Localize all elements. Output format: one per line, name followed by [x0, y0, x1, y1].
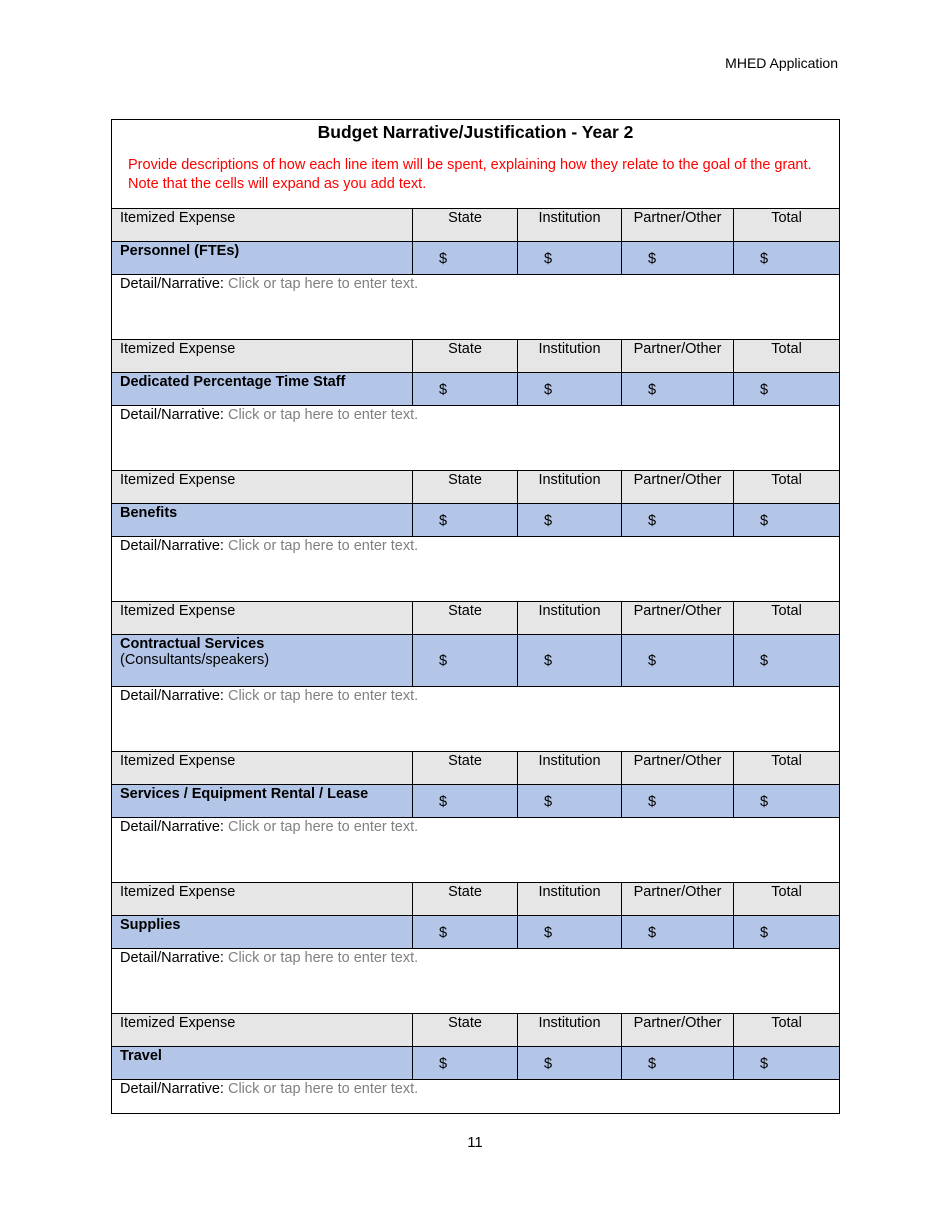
form-title: Budget Narrative/Justification - Year 2 [317, 122, 634, 142]
total-amount-field[interactable]: $ [734, 785, 840, 818]
institution-amount-field[interactable]: $ [518, 916, 622, 949]
detail-narrative-row [112, 406, 840, 471]
detail-narrative-row [112, 818, 840, 883]
institution-amount-field[interactable]: $ [518, 504, 622, 537]
total-amount-field[interactable]: $ [734, 242, 840, 275]
column-header-institution: Institution [518, 209, 622, 242]
total-amount-field[interactable]: $ [734, 916, 840, 949]
column-header-row [112, 1014, 840, 1047]
column-header-row [112, 471, 840, 504]
column-header-partner-other: Partner/Other [622, 602, 734, 635]
total-amount-field[interactable]: $ [734, 504, 840, 537]
column-header-state: State [413, 471, 518, 504]
institution-amount-field[interactable]: $ [518, 635, 622, 687]
expense-item-row [112, 242, 840, 275]
partner-other-amount-field[interactable]: $ [622, 916, 734, 949]
column-header-itemized-expense: Itemized Expense [112, 471, 413, 504]
column-header-state: State [413, 602, 518, 635]
detail-narrative-placeholder[interactable]: Click or tap here to enter text. [227, 1081, 419, 1097]
detail-narrative-placeholder[interactable]: Click or tap here to enter text. [227, 688, 419, 704]
partner-other-amount-field[interactable]: $ [622, 635, 734, 687]
partner-other-amount-field[interactable]: $ [622, 785, 734, 818]
column-header-partner-other: Partner/Other [622, 883, 734, 916]
expense-item-label: Services / Equipment Rental / Lease [120, 786, 369, 802]
budget-table [111, 119, 840, 1114]
institution-amount-field[interactable]: $ [518, 785, 622, 818]
expense-item-label: Travel [120, 1048, 162, 1064]
column-header-row [112, 340, 840, 373]
expense-item-label-cell [112, 916, 413, 949]
column-header-institution: Institution [518, 471, 622, 504]
expense-item-label: Benefits [120, 505, 178, 521]
column-header-itemized-expense: Itemized Expense [112, 340, 413, 373]
state-amount-field[interactable]: $ [413, 242, 518, 275]
column-header-total: Total [734, 340, 840, 373]
detail-narrative-field[interactable] [112, 406, 840, 471]
budget-table-body [112, 120, 840, 1114]
state-amount-field[interactable]: $ [413, 785, 518, 818]
expense-item-row [112, 785, 840, 818]
expense-item-row [112, 1047, 840, 1080]
state-amount-field[interactable]: $ [413, 373, 518, 406]
detail-narrative-field[interactable] [112, 687, 840, 752]
detail-narrative-label: Detail/Narrative: [120, 407, 224, 423]
expense-item-label-cell [112, 373, 413, 406]
column-header-total: Total [734, 209, 840, 242]
state-amount-field[interactable]: $ [413, 916, 518, 949]
column-header-institution: Institution [518, 883, 622, 916]
column-header-state: State [413, 340, 518, 373]
institution-amount-field[interactable]: $ [518, 373, 622, 406]
detail-narrative-field[interactable] [112, 818, 840, 883]
column-header-itemized-expense: Itemized Expense [112, 1014, 413, 1047]
total-amount-field[interactable]: $ [734, 635, 840, 687]
partner-other-amount-field[interactable]: $ [622, 1047, 734, 1080]
expense-item-row [112, 504, 840, 537]
column-header-state: State [413, 752, 518, 785]
detail-narrative-row [112, 1080, 840, 1114]
state-amount-field[interactable]: $ [413, 635, 518, 687]
detail-narrative-row [112, 949, 840, 1014]
institution-amount-field[interactable]: $ [518, 242, 622, 275]
detail-narrative-label: Detail/Narrative: [120, 1081, 224, 1097]
column-header-row [112, 602, 840, 635]
column-header-state: State [413, 1014, 518, 1047]
title-cell [112, 120, 840, 209]
column-header-itemized-expense: Itemized Expense [112, 209, 413, 242]
column-header-partner-other: Partner/Other [622, 209, 734, 242]
detail-narrative-row [112, 537, 840, 602]
partner-other-amount-field[interactable]: $ [622, 373, 734, 406]
expense-item-label: Personnel (FTEs) [120, 243, 240, 259]
column-header-row [112, 883, 840, 916]
column-header-itemized-expense: Itemized Expense [112, 883, 413, 916]
detail-narrative-label: Detail/Narrative: [120, 819, 224, 835]
detail-narrative-field[interactable] [112, 1080, 840, 1114]
column-header-partner-other: Partner/Other [622, 471, 734, 504]
detail-narrative-row [112, 687, 840, 752]
detail-narrative-placeholder[interactable]: Click or tap here to enter text. [227, 819, 419, 835]
expense-item-label-cell [112, 785, 413, 818]
expense-item-label-cell [112, 635, 413, 687]
form-instructions: Provide descriptions of how each line item will be spent, explaining how they relate to the goal of the grant. Note that the cells will expand as you add text. [128, 157, 812, 192]
detail-narrative-label: Detail/Narrative: [120, 276, 224, 292]
detail-narrative-field[interactable] [112, 537, 840, 602]
column-header-state: State [413, 883, 518, 916]
detail-narrative-placeholder[interactable]: Click or tap here to enter text. [227, 276, 419, 292]
expense-item-row [112, 635, 840, 687]
column-header-partner-other: Partner/Other [622, 752, 734, 785]
partner-other-amount-field[interactable]: $ [622, 504, 734, 537]
expense-item-label: Contractual Services [120, 636, 265, 652]
column-header-institution: Institution [518, 602, 622, 635]
expense-item-label-cell [112, 1047, 413, 1080]
expense-item-row [112, 373, 840, 406]
total-amount-field[interactable]: $ [734, 1047, 840, 1080]
detail-narrative-placeholder[interactable]: Click or tap here to enter text. [227, 407, 419, 423]
column-header-state: State [413, 209, 518, 242]
column-header-partner-other: Partner/Other [622, 340, 734, 373]
total-amount-field[interactable]: $ [734, 373, 840, 406]
column-header-total: Total [734, 1014, 840, 1047]
detail-narrative-placeholder[interactable]: Click or tap here to enter text. [227, 950, 419, 966]
document-header: MHED Application [725, 55, 838, 71]
state-amount-field[interactable]: $ [413, 1047, 518, 1080]
detail-narrative-label: Detail/Narrative: [120, 950, 224, 966]
detail-narrative-row [112, 275, 840, 340]
column-header-total: Total [734, 602, 840, 635]
detail-narrative-label: Detail/Narrative: [120, 688, 224, 704]
institution-amount-field[interactable]: $ [518, 1047, 622, 1080]
column-header-row [112, 209, 840, 242]
column-header-institution: Institution [518, 340, 622, 373]
expense-item-label-cell [112, 504, 413, 537]
column-header-institution: Institution [518, 752, 622, 785]
column-header-itemized-expense: Itemized Expense [112, 602, 413, 635]
partner-other-amount-field[interactable]: $ [622, 242, 734, 275]
detail-narrative-field[interactable] [112, 949, 840, 1014]
expense-item-sublabel: (Consultants/speakers) [120, 652, 270, 668]
column-header-itemized-expense: Itemized Expense [112, 752, 413, 785]
column-header-total: Total [734, 883, 840, 916]
expense-item-row [112, 916, 840, 949]
expense-item-label: Supplies [120, 917, 181, 933]
page-number: 11 [467, 1134, 483, 1151]
state-amount-field[interactable]: $ [413, 504, 518, 537]
detail-narrative-label: Detail/Narrative: [120, 538, 224, 554]
expense-item-label: Dedicated Percentage Time Staff [120, 374, 346, 390]
column-header-institution: Institution [518, 1014, 622, 1047]
detail-narrative-field[interactable] [112, 275, 840, 340]
column-header-total: Total [734, 752, 840, 785]
column-header-row [112, 752, 840, 785]
expense-item-label-cell [112, 242, 413, 275]
detail-narrative-placeholder[interactable]: Click or tap here to enter text. [227, 538, 419, 554]
column-header-total: Total [734, 471, 840, 504]
column-header-partner-other: Partner/Other [622, 1014, 734, 1047]
